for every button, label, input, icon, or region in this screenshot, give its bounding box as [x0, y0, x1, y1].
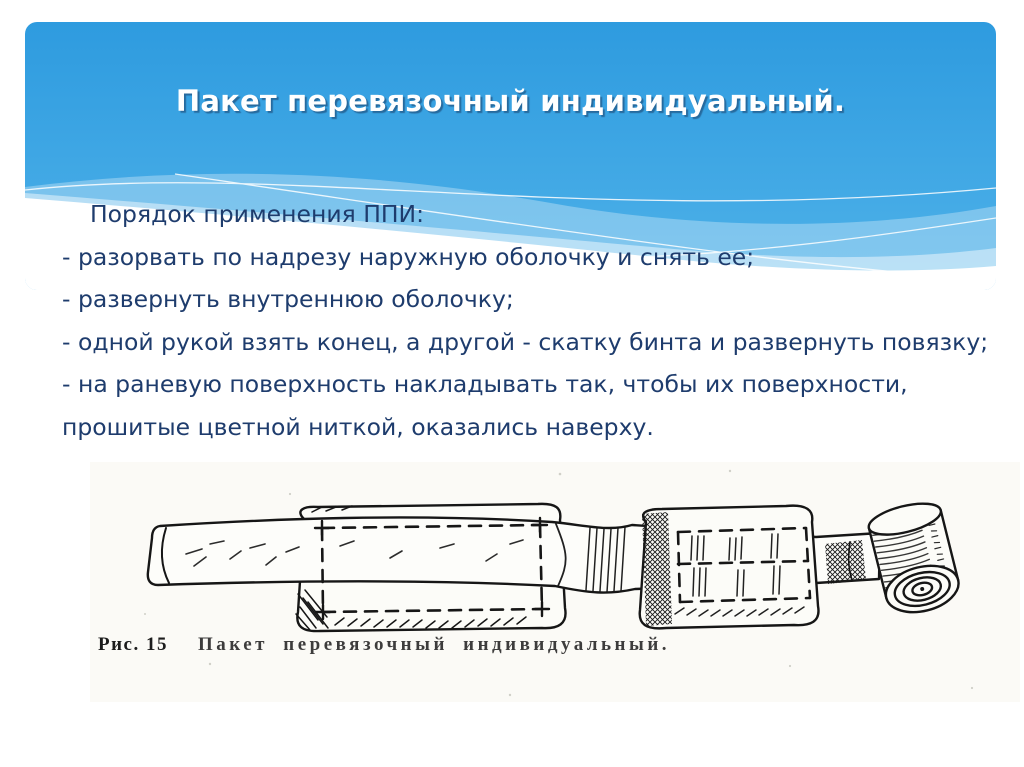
slide-title: Пакет перевязочный индивидуальный.: [175, 84, 846, 118]
body-line: прошитые цветной ниткой, оказались наверху.: [62, 412, 654, 441]
body-text: [62, 193, 992, 449]
bandage-drawing: [148, 498, 964, 632]
figure-caption: [98, 634, 670, 656]
bandage-illustration: [90, 462, 1020, 702]
body-line: - разорвать по надрезу наружную оболочку и снять ее;: [62, 242, 755, 271]
figure-label: Рис. 15: [98, 634, 168, 655]
figure-caption-text: Пакет перевязочный индивидуальный.: [198, 634, 671, 655]
body-line: Порядок применения ППИ:: [90, 200, 425, 228]
body-line: - развернуть внутреннюю оболочку;: [62, 285, 514, 314]
body-line: - на раневую поверхность накладывать так, чтобы их поверхности,: [62, 370, 908, 399]
figure-panel: [90, 462, 1020, 702]
body-line: - одной рукой взять конец, а другой - скатку бинта и развернуть повязку;: [62, 327, 989, 356]
bandage-roll: [866, 498, 964, 620]
